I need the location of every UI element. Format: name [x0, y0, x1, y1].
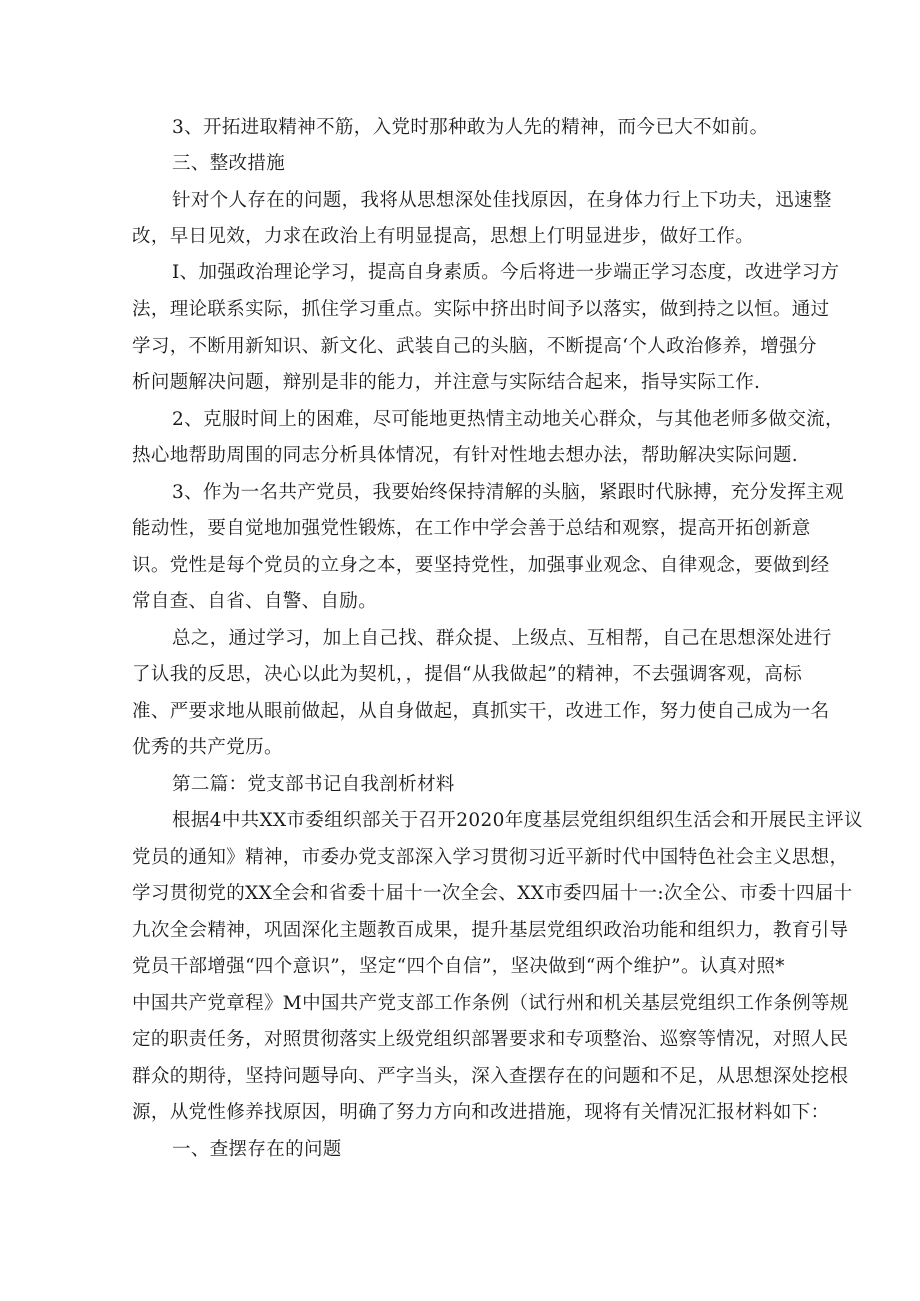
paragraph-line: 3、开拓进取精神不筋，入党时那种敢为人先的精神，而今已大不如前。 — [172, 117, 769, 138]
paragraph-line: 常自查、自省、自警、自励。 — [132, 591, 378, 612]
paragraph-line: 热心地帮助周围的同志分析具体情况，有针对性地去想办法，帮助解决实际问题. — [132, 445, 798, 466]
paragraph-line: 2、克服时间上的困难，尽可能地更热情主动地关心群众，与其他老师多做交流， — [172, 409, 844, 430]
paragraph-line: 能动性，要自觉地加强党性锻炼，在工作中学会善于总结和观察，提高开拓创新意 — [132, 518, 811, 539]
paragraph-line: 识。党性是每个党员的立身之本，要坚持党性，加强事业观念、自律观念，要做到经 — [132, 555, 830, 576]
paragraph-line: 优秀的共产党历。 — [132, 737, 283, 758]
paragraph-line: 法，理论联系实际，抓住学习重点。实际中挤出时间予以落实，做到持之以恒。通过 — [132, 299, 830, 320]
paragraph-line: 总之，通过学习，加上自己找、群众提、上级点、互相帮，自己在思想深处进行 — [172, 628, 832, 649]
paragraph-line: I、加强政治理论学习，提高自身素质。今后将进一步端正学习态度，改进学习方 — [172, 262, 840, 283]
paragraph-line: 3、作为一名共产党员，我要始终保持清解的头脑，紧跟时代脉搏，充分发挥主观 — [172, 482, 844, 503]
paragraph-line: 改，早日见效，力求在政治上有明显提高，思想上仃明显进步，做好工作。 — [132, 226, 755, 247]
paragraph-line: 定的职责任务，对照贯彻落实上级党组织部署要求和专项整治、巡察等情况，对照人民 — [132, 1029, 849, 1050]
paragraph-line: 学习贯彻党的XX全会和省委十届十一次全会、XX市委四届十一:次全公、市委十四届十 — [132, 883, 853, 904]
paragraph-line: 党员干部增强“四个意识”，坚定“四个自信”，坚决做到“两个维护”。认真对照* — [132, 956, 785, 977]
paragraph-line: 针对个人存在的问题，我将从思想深处佳找原因，在身体力行上下功夫，迅速整 — [172, 190, 832, 211]
paragraph-line: 了认我的反思，决心以此为契机，，提倡“从我做起”的精神，不去强调客观，高标 — [132, 664, 803, 685]
paragraph-line: 九次全会精神，巩固深化主题教百成果，提升基层党组织政治功能和组织力，教育引导 — [132, 920, 849, 941]
paragraph-line: 源，从党性修养找原因，明确了努力方向和改进措施，现将有关情况汇报材料如下： — [132, 1102, 830, 1123]
paragraph-line: 群众的期待，坚持问题导向、严字当头，深入查摆存在的问题和不足，从思想深处挖根 — [132, 1066, 849, 1087]
paragraph-line: 根据4中共XX市委组织部关于召开2020年度基层党组织组织生活会和开展民主评议 — [172, 810, 863, 831]
section-heading: 一、查摆存在的问题 — [172, 1139, 342, 1160]
paragraph-line: 党员的通知》精神，市委办党支部深入学习贯彻习近平新时代中国特色社会主义思想， — [132, 847, 849, 868]
section-heading: 三、整改措施 — [172, 153, 286, 174]
paragraph-line: 析问题解决问题，辩别是非的能力，并注意与实际结合起来，指导实际工作. — [132, 372, 761, 393]
paragraph-line: 准、严要求地从眼前做起，从自身做起，真抓实干，改进工作，努力使自己成为一名 — [132, 701, 830, 722]
chapter-heading: 第二篇：党支部书记自我剖析材料 — [172, 774, 455, 795]
paragraph-line: 中国共产党章程》M中国共产党支部工作条例（试行州和机关基层党组织工作条例等规 — [132, 993, 849, 1014]
paragraph-line: 学习，不断用新知识、新文化、武装自己的头脑，不断提高‘个人政治修养，增强分 — [132, 336, 817, 357]
